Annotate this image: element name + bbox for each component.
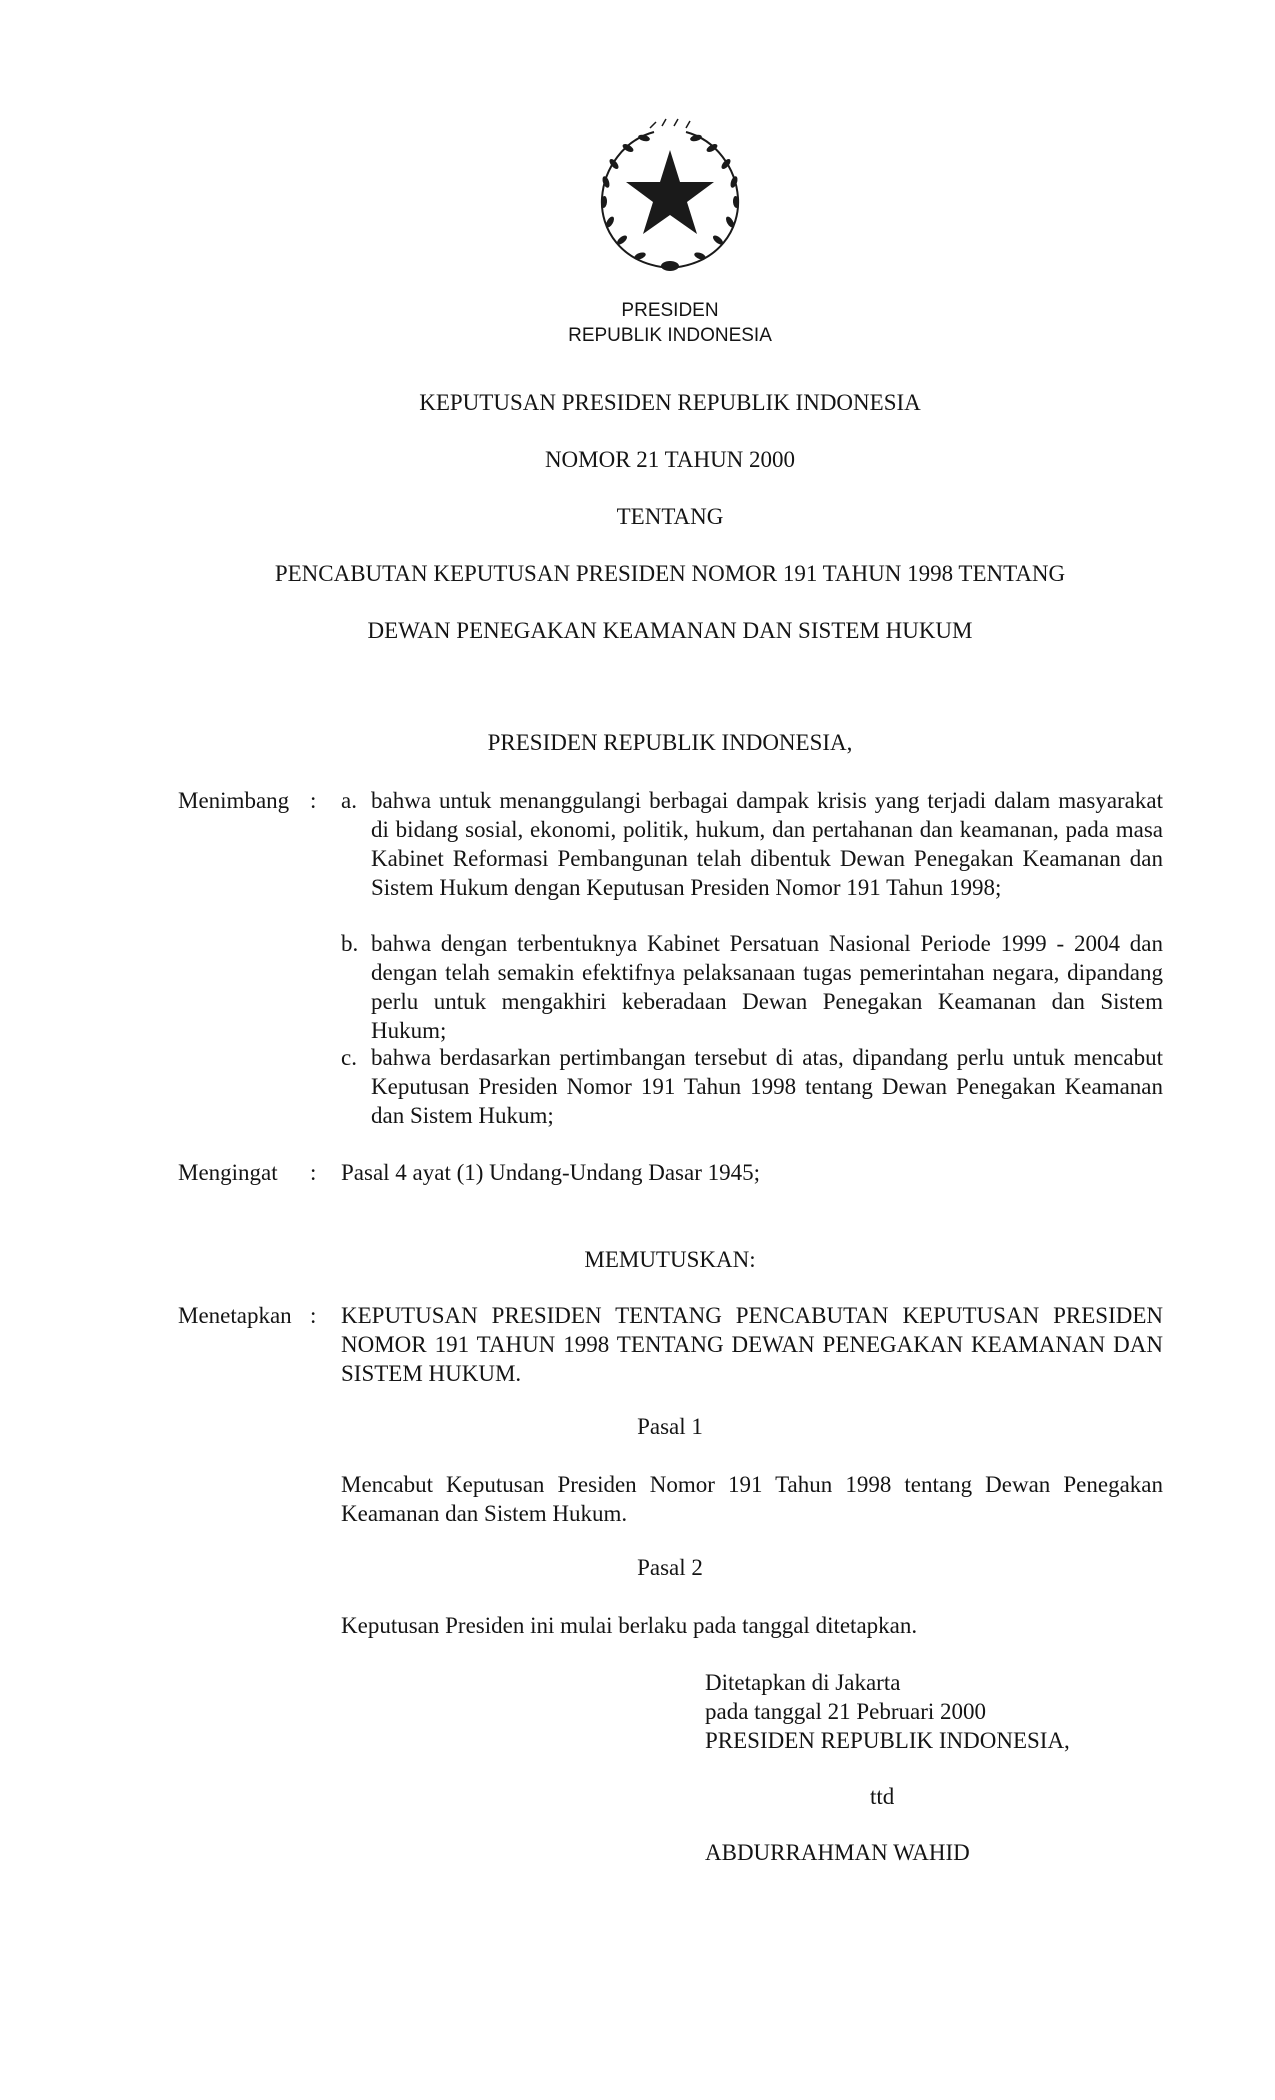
president-heading: PRESIDEN REPUBLIK INDONESIA, [487,730,853,755]
menetapkan-text: KEPUTUSAN PRESIDEN TENTANG PENCABUTAN KEPUTUSAN PRESIDEN NOMOR 191 TAHUN 1998 TENTANG DEWAN PENEGAKAN KEAMANAN DAN SISTEM HUKUM. [341,1303,1163,1386]
mengingat-label: Mengingat [178,1160,278,1185]
decree-subject-line1: PENCABUTAN KEPUTUSAN PRESIDEN NOMOR 191 TAHUN 1998 TENTANG [274,561,1066,586]
decree-title: KEPUTUSAN PRESIDEN REPUBLIK INDONESIA [419,390,921,415]
memutuskan-heading: MEMUTUSKAN: [584,1247,756,1272]
menimbang-item-b-text: bahwa dengan terbentuknya Kabinet Persatuan Nasional Periode 1999 - 2004 dan dengan telah semakin efektifnya pelaksanaan tugas pemerintahan negara, dipandang perlu untuk mengakhiri keberadaan Dewan Penegakan Keamanan dan Sistem Hukum; [371,931,1163,1043]
pasal-2-heading: Pasal 2 [637,1555,703,1580]
signature-name: ABDURRAHMAN WAHID [705,1840,970,1865]
menimbang-item-c-marker: c. [341,1045,357,1070]
menimbang-item-b-marker: b. [341,931,359,956]
signature-title: PRESIDEN REPUBLIK INDONESIA, [705,1728,1070,1753]
menetapkan-label: Menetapkan [178,1303,292,1328]
menetapkan-separator: : [310,1303,317,1328]
decree-tentang: TENTANG [616,504,724,529]
mengingat-text: Pasal 4 ayat (1) Undang-Undang Dasar 1945; [341,1160,760,1185]
pasal-1-text: Mencabut Keputusan Presiden Nomor 191 Tahun 1998 tentang Dewan Penegakan Keamanan dan Sistem Hukum. [341,1472,1163,1526]
signature-date: pada tanggal 21 Pebruari 2000 [705,1699,987,1724]
garuda-star-wreath-emblem-icon [590,118,750,278]
header-republik-indonesia: REPUBLIK INDONESIA [568,325,772,346]
pasal-2-text: Keputusan Presiden ini mulai berlaku pada tanggal ditetapkan. [341,1613,918,1638]
mengingat-separator: : [310,1160,317,1185]
signature-ttd: ttd [870,1784,895,1809]
menimbang-item-a-marker: a. [341,788,357,813]
menimbang-item-a-text: bahwa untuk menanggulangi berbagai dampak krisis yang terjadi dalam masyarakat di bidang sosial, ekonomi, politik, hukum, dan pertahanan dan keamanan, pada masa Kabinet Reformasi Pembangunan telah dibentuk Dewan Penegakan Keamanan dan Sistem Hukum dengan Keputusan Presiden Nomor 191 Tahun 1998; [371,788,1163,900]
pasal-1-heading: Pasal 1 [637,1414,703,1439]
header-presiden: PRESIDEN [621,300,719,321]
menimbang-separator: : [310,788,317,813]
menimbang-item-c-text: bahwa berdasarkan pertimbangan tersebut di atas, dipandang perlu untuk mencabut Keputusan Presiden Nomor 191 Tahun 1998 tentang Dewan Penegakan Keamanan dan Sistem Hukum; [371,1045,1163,1128]
signature-place: Ditetapkan di Jakarta [705,1670,901,1695]
decree-number: NOMOR 21 TAHUN 2000 [544,447,796,472]
menimbang-label: Menimbang [178,788,290,813]
decree-subject-line2: DEWAN PENEGAKAN KEAMANAN DAN SISTEM HUKUM [367,618,973,643]
